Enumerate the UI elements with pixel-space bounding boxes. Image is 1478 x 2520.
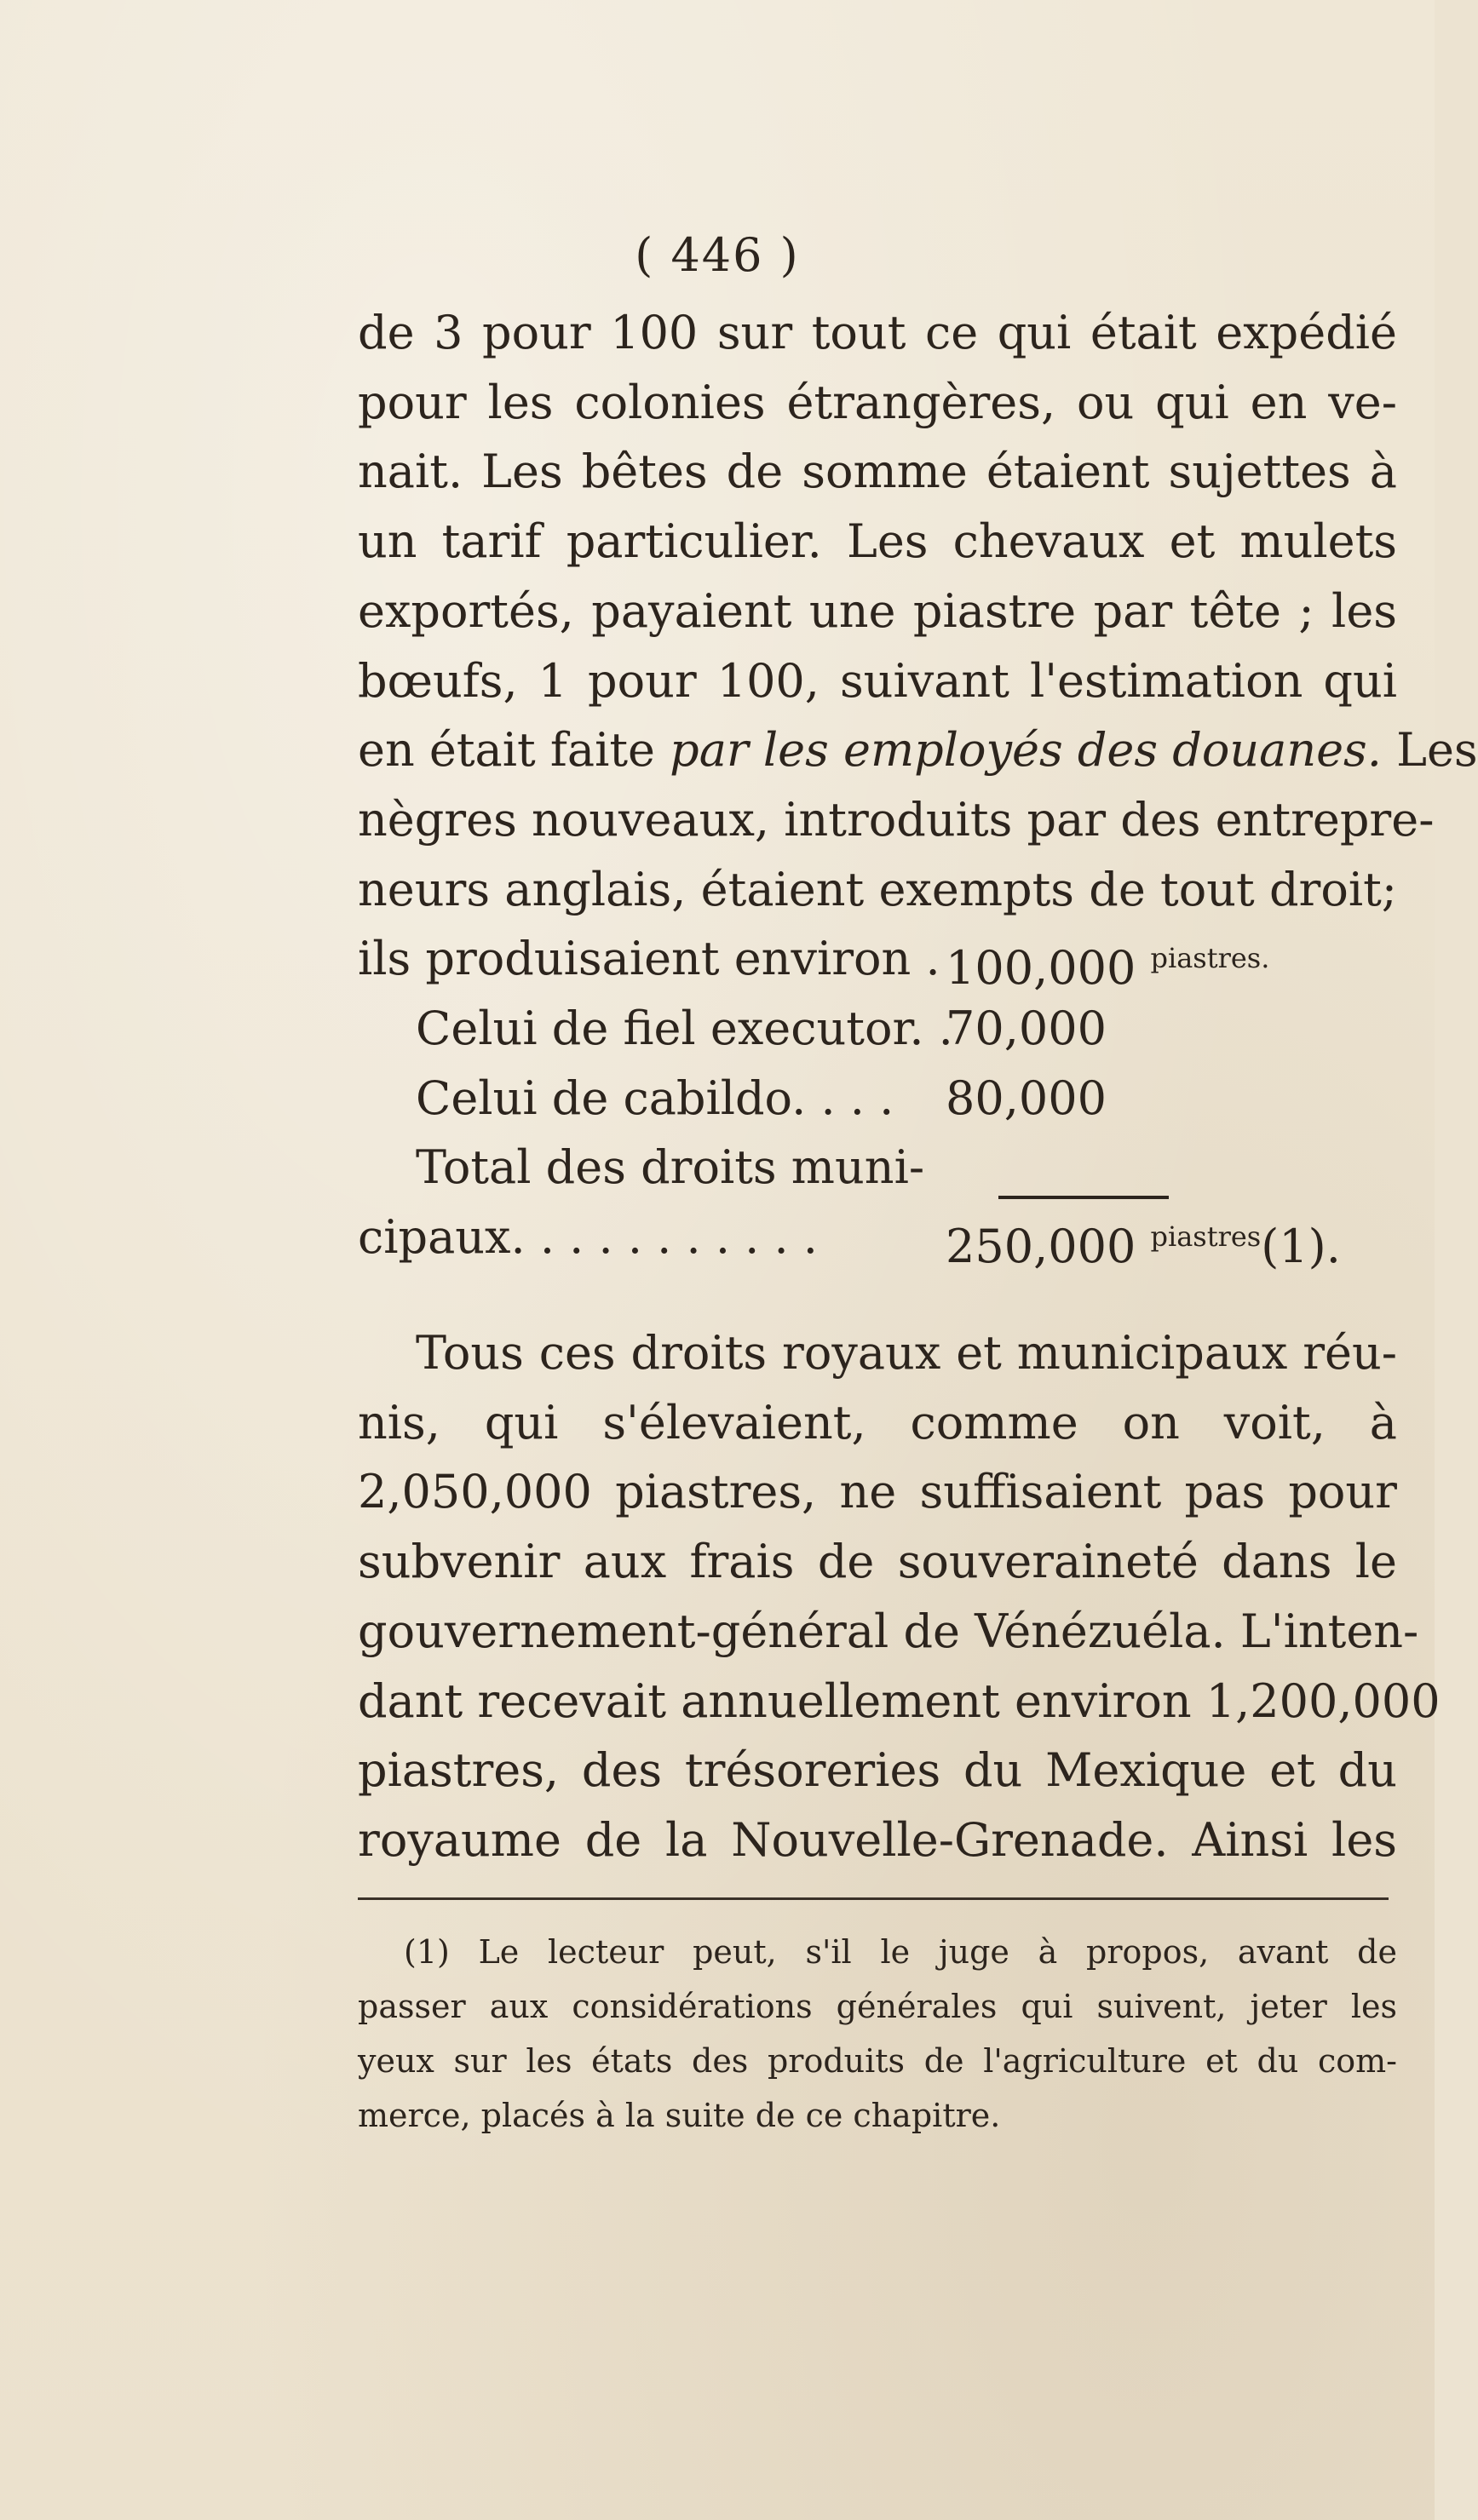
text-line: gouvernement-général de Vénézuéla. L'inten- — [358, 1604, 1419, 1658]
revenue-label: Total des droits muni- — [416, 1140, 925, 1195]
revenue-value: 70,000 — [946, 1002, 1107, 1056]
text-run: Les — [1381, 723, 1478, 778]
text-line: un tarif particulier. Les chevaux et mulets — [358, 514, 1397, 569]
text-line: royaume de la Nouvelle-Grenade. Ainsi les — [358, 1812, 1397, 1867]
text-line: pour les colonies étrangères, ou qui en ve- — [358, 375, 1397, 429]
text-line: piastres, des trésoreries du Mexique et du — [358, 1743, 1397, 1798]
text-line: nait. Les bêtes de somme étaient sujettes à — [358, 445, 1397, 499]
sum-rule — [998, 1196, 1169, 1199]
revenue-row — [358, 1133, 1397, 1203]
revenue-row — [358, 1064, 1397, 1134]
footnote-line: yeux sur les états des produits de l'agriculture et du com- — [358, 2042, 1397, 2080]
revenue-row — [358, 994, 1397, 1064]
paragraph-1 — [358, 298, 1478, 1274]
revenue-label: ils produisaient environ . — [358, 932, 940, 986]
text-line: subvenir aux frais de souveraineté dans le — [358, 1535, 1397, 1589]
revenue-value — [946, 924, 1270, 996]
text-run: en était faite — [358, 723, 670, 778]
footnote-line: merce, placés à la suite de ce chapitre. — [358, 2097, 1001, 2134]
text-line: exportés, payaient une piastre par tête ; les — [358, 583, 1397, 638]
footnote-line: (1) Le lecteur peut, s'il le juge à propos, avant de — [404, 1933, 1397, 1971]
revenue-label: Celui de fiel executor. . — [416, 1002, 953, 1056]
revenue-label: Celui de cabildo. . . . — [416, 1071, 894, 1125]
revenue-value — [946, 1203, 1341, 1274]
paragraph-2 — [358, 1318, 1441, 1875]
unit: piastres. — [1150, 942, 1270, 975]
revenue-value: 80,000 — [946, 1071, 1107, 1125]
amount: 250,000 — [946, 1220, 1136, 1274]
text-line-italic-phrase — [358, 715, 1478, 785]
page-number: ( 446 ) — [635, 228, 800, 282]
amount: 100,000 — [946, 941, 1136, 996]
text-line: de 3 pour 100 sur tout ce qui était expédié — [358, 306, 1397, 359]
revenue-row — [358, 924, 1397, 994]
italic-phrase: par les employés des douanes. — [670, 723, 1382, 778]
text-line: Tous ces droits royaux et municipaux réu- — [416, 1326, 1397, 1380]
text-line: dant recevait annuellement environ 1,200,000 — [358, 1673, 1441, 1728]
text-line: neurs anglais, étaient exempts de tout droit; — [358, 862, 1397, 916]
footnote-ref: (1). — [1261, 1220, 1341, 1274]
text-line: nègres nouveaux, introduits par des entrepre- — [358, 792, 1435, 847]
revenue-total-row — [358, 1203, 1397, 1272]
text-line: nis, qui s'élevaient, comme on voit, à — [358, 1395, 1397, 1449]
footnote-line: passer aux considérations générales qui suivent, jeter les — [358, 1988, 1397, 2025]
text-line: bœufs, 1 pour 100, suivant l'estimation qui — [358, 653, 1397, 708]
revenue-label: cipaux. . . . . . . . . . . — [358, 1210, 818, 1265]
footnote-rule — [358, 1897, 1389, 1900]
footnote — [358, 1925, 1397, 2143]
unit: piastres — [1150, 1220, 1262, 1254]
text-line: 2,050,000 piastres, ne suffisaient pas pour — [358, 1465, 1397, 1519]
